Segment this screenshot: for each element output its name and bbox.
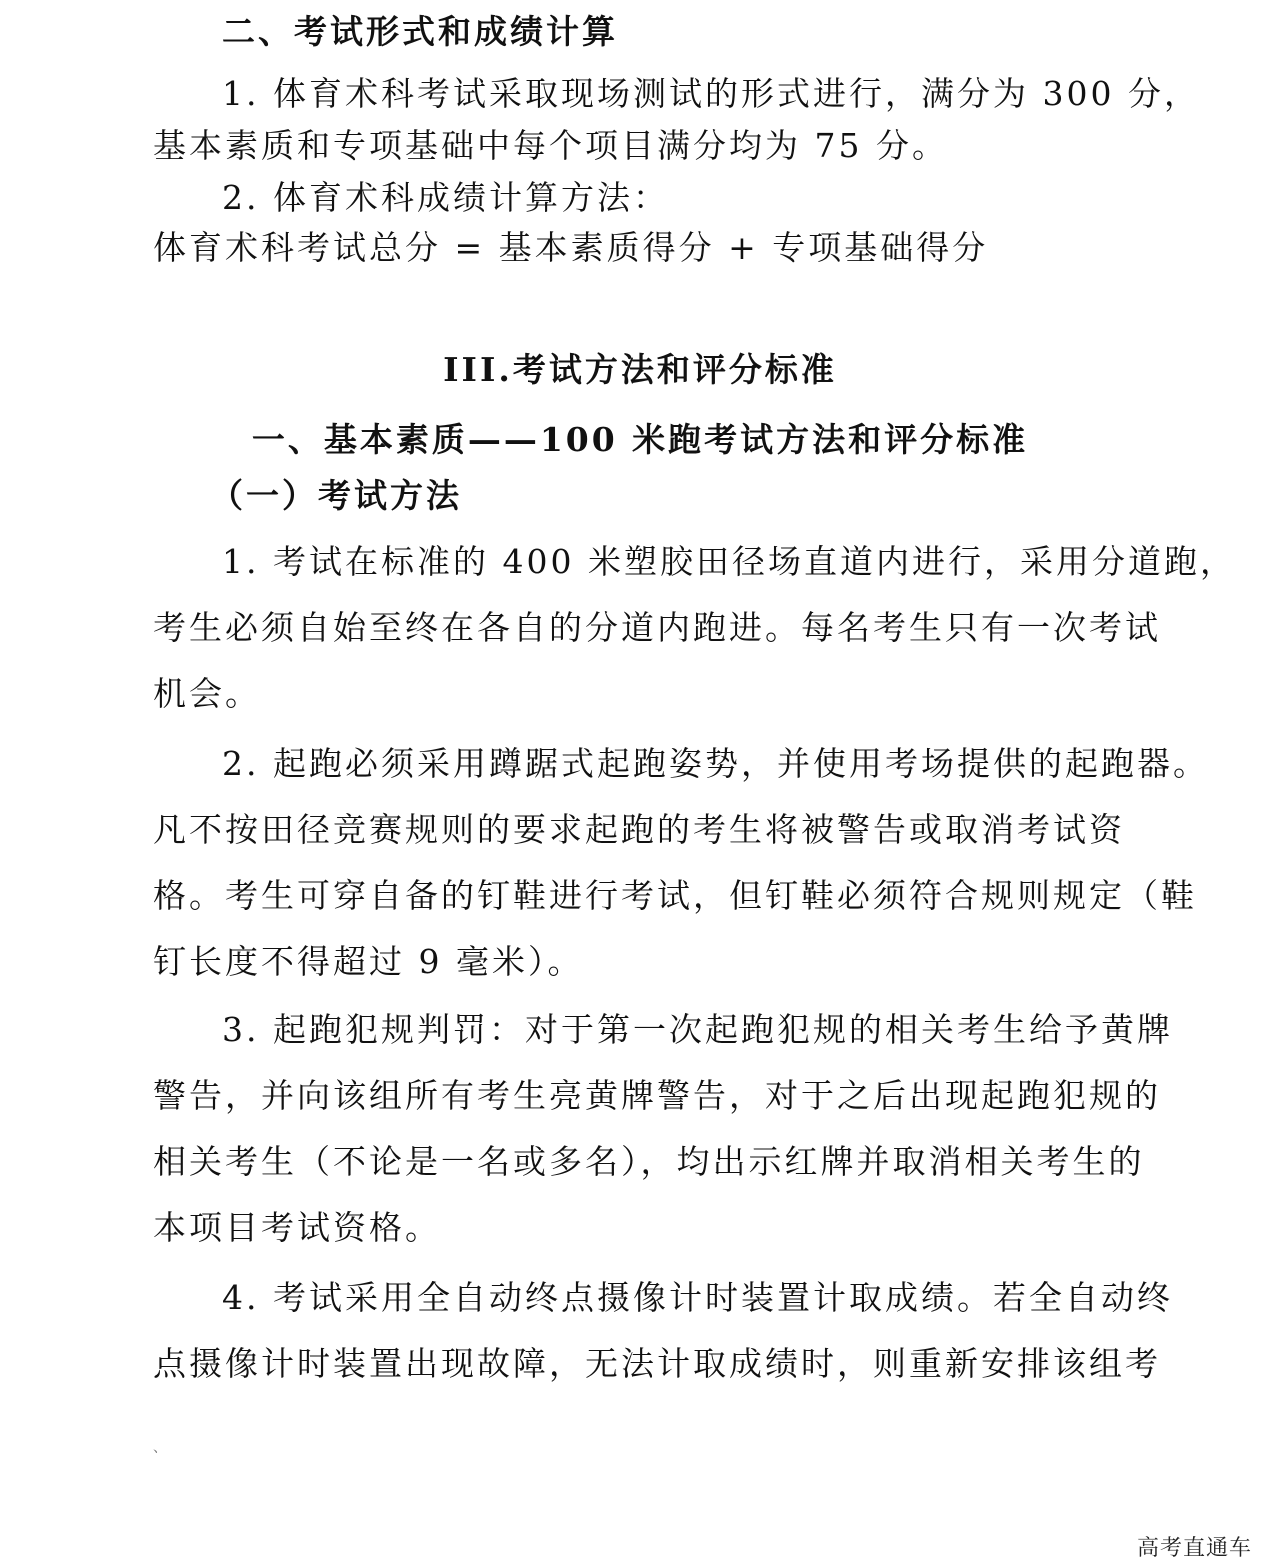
paragraph-line: 凡不按田径竞赛规则的要求起跑的考生将被警告或取消考试资 [153,810,1125,849]
paragraph-line: 考生必须自始至终在各自的分道内跑进。每名考生只有一次考试 [153,608,1161,647]
paragraph-line: 本项目考试资格。 [153,1208,441,1247]
paragraph-line: 机会。 [153,674,261,713]
section-heading: 二、考试形式和成绩计算 [222,12,618,51]
paragraph-line: 钉长度不得超过 9 毫米）。 [153,942,584,981]
subsection-heading: （一）考试方法 [210,476,462,515]
paragraph-line: 基本素质和专项基础中每个项目满分均为 75 分。 [153,126,948,165]
page-mark: 、 [153,1440,167,1456]
part-title: III.考试方法和评分标准 [443,350,837,389]
part-subtitle: 一、基本素质——100 米跑考试方法和评分标准 [251,420,1029,459]
paragraph-line: 1. 考试在标准的 400 米塑胶田径场直道内进行，采用分道跑， [222,542,1236,581]
paragraph-line: 警告，并向该组所有考生亮黄牌警告，对于之后出现起跑犯规的 [153,1076,1161,1115]
paragraph-line: 3. 起跑犯规判罚：对于第一次起跑犯规的相关考生给予黄牌 [222,1010,1173,1049]
watermark-label: 高考直通车 [1136,1536,1252,1561]
paragraph-line: 2. 体育术科成绩计算方法： [222,178,669,217]
paragraph-line: 2. 起跑必须采用蹲踞式起跑姿势，并使用考场提供的起跑器。 [222,744,1209,783]
paragraph-line: 相关考生（不论是一名或多名），均出示红牌并取消相关考生的 [153,1142,1145,1181]
paragraph-line: 4. 考试采用全自动终点摄像计时装置计取成绩。若全自动终 [222,1278,1173,1317]
paragraph-line: 1. 体育术科考试采取现场测试的形式进行，满分为 300 分， [222,74,1200,113]
formula-line: 体育术科考试总分 = 基本素质得分 + 专项基础得分 [153,228,989,267]
paragraph-line: 格。考生可穿自备的钉鞋进行考试，但钉鞋必须符合规则规定（鞋 [153,876,1197,915]
paragraph-line: 点摄像计时装置出现故障，无法计取成绩时，则重新安排该组考 [153,1344,1161,1383]
